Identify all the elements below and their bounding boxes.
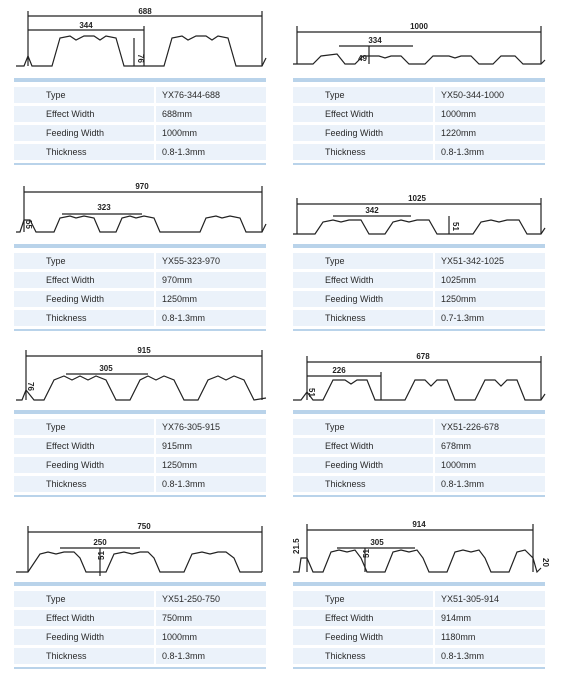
spec-row-type (14, 591, 266, 607)
value-type: YX51-305-914 (433, 591, 545, 607)
spec-row-type (293, 253, 545, 269)
dim-height: 51 (307, 388, 316, 397)
bottom-rule (14, 163, 266, 165)
profile-card-yx51-226-678 (293, 342, 545, 497)
value-feeding-width: 1250mm (433, 291, 545, 307)
profile-drawing (14, 514, 266, 580)
label-thickness: Thickness (293, 648, 433, 664)
value-type: YX51-226-678 (433, 419, 545, 435)
spec-row-feeding-width (14, 125, 266, 141)
value-thickness: 0.8-1.3mm (154, 310, 266, 326)
dim-height: 76 (26, 382, 35, 391)
value-type: YX51-342-1025 (433, 253, 545, 269)
bottom-rule (14, 495, 266, 497)
divider-band (14, 410, 266, 414)
profile-card-yx50-344-1000 (293, 6, 545, 165)
spec-row-effect-width (293, 106, 545, 122)
label-type: Type (293, 591, 433, 607)
bottom-rule (293, 495, 545, 497)
spec-table (14, 588, 266, 667)
label-thickness: Thickness (14, 476, 154, 492)
dim-width: 750 (137, 522, 151, 531)
label-type: Type (293, 87, 433, 103)
spec-table (293, 416, 545, 495)
dim-pitch: 323 (97, 203, 111, 212)
label-type: Type (14, 591, 154, 607)
value-feeding-width: 1250mm (154, 457, 266, 473)
spec-table (293, 250, 545, 329)
spec-row-type (293, 591, 545, 607)
label-effect-width: Effect Width (293, 438, 433, 454)
value-type: YX55-323-970 (154, 253, 266, 269)
dim-height: 51 (97, 551, 106, 560)
dim-width: 1000 (410, 22, 428, 31)
spec-row-feeding-width (293, 291, 545, 307)
spec-row-thickness (293, 648, 545, 664)
label-thickness: Thickness (14, 310, 154, 326)
label-feeding-width: Feeding Width (293, 291, 433, 307)
dim-pitch: 344 (79, 21, 93, 30)
value-thickness: 0.8-1.3mm (154, 476, 266, 492)
value-effect-width: 970mm (154, 272, 266, 288)
profile-drawing (14, 342, 266, 408)
dim-height: 55 (24, 220, 33, 229)
label-thickness: Thickness (293, 144, 433, 160)
label-feeding-width: Feeding Width (14, 629, 154, 645)
value-effect-width: 678mm (433, 438, 545, 454)
label-feeding-width: Feeding Width (14, 457, 154, 473)
spec-row-effect-width (14, 610, 266, 626)
profile-drawing (293, 176, 545, 242)
label-effect-width: Effect Width (293, 106, 433, 122)
spec-row-effect-width (14, 106, 266, 122)
spec-row-feeding-width (293, 457, 545, 473)
spec-table (293, 588, 545, 667)
dim-pitch: 226 (332, 366, 346, 375)
profile-card-yx55-323-970 (14, 176, 266, 331)
dim-height: 51 (451, 222, 460, 231)
spec-row-feeding-width (14, 629, 266, 645)
dim-pitch: 334 (368, 36, 382, 45)
label-type: Type (293, 419, 433, 435)
value-feeding-width: 1220mm (433, 125, 545, 141)
spec-row-thickness (293, 476, 545, 492)
profile-drawing (293, 342, 545, 408)
profile-drawing (14, 176, 266, 242)
bottom-rule (293, 163, 545, 165)
bottom-rule (293, 667, 545, 669)
spec-row-type (14, 253, 266, 269)
value-effect-width: 914mm (433, 610, 545, 626)
bottom-rule (14, 329, 266, 331)
label-thickness: Thickness (14, 648, 154, 664)
dim-pitch: 250 (93, 538, 107, 547)
value-type: YX50-344-1000 (433, 87, 545, 103)
spec-table (14, 250, 266, 329)
divider-band (293, 78, 545, 82)
label-effect-width: Effect Width (293, 610, 433, 626)
dim-lip-height-left: 21.5 (292, 538, 301, 554)
value-type: YX51-250-750 (154, 591, 266, 607)
dim-width: 970 (135, 182, 149, 191)
divider-band (14, 244, 266, 248)
profile-card-yx76-344-688 (14, 6, 266, 165)
dim-pitch: 342 (365, 206, 379, 215)
spec-table (14, 84, 266, 163)
value-thickness: 0.8-1.3mm (433, 648, 545, 664)
profile-drawing (14, 6, 266, 76)
value-thickness: 0.8-1.3mm (154, 144, 266, 160)
value-feeding-width: 1000mm (433, 457, 545, 473)
label-type: Type (14, 253, 154, 269)
profile-drawing (293, 6, 545, 76)
divider-band (14, 582, 266, 586)
value-thickness: 0.8-1.3mm (433, 144, 545, 160)
spec-row-type (293, 87, 545, 103)
spec-row-effect-width (14, 438, 266, 454)
value-effect-width: 1000mm (433, 106, 545, 122)
label-feeding-width: Feeding Width (293, 629, 433, 645)
dim-lip-height-right: 20 (541, 558, 550, 567)
value-type: YX76-305-915 (154, 419, 266, 435)
value-thickness: 0.8-1.3mm (154, 648, 266, 664)
label-feeding-width: Feeding Width (293, 457, 433, 473)
dim-width: 915 (137, 346, 151, 355)
bottom-rule (14, 667, 266, 669)
profile-card-yx51-250-750 (14, 514, 266, 669)
spec-row-effect-width (293, 272, 545, 288)
dim-width: 1025 (408, 194, 426, 203)
spec-row-type (293, 419, 545, 435)
label-thickness: Thickness (293, 476, 433, 492)
label-feeding-width: Feeding Width (14, 291, 154, 307)
dim-pitch: 305 (370, 538, 384, 547)
value-effect-width: 688mm (154, 106, 266, 122)
value-feeding-width: 1180mm (433, 629, 545, 645)
divider-band (293, 244, 545, 248)
label-thickness: Thickness (14, 144, 154, 160)
label-type: Type (293, 253, 433, 269)
divider-band (293, 410, 545, 414)
spec-row-feeding-width (293, 125, 545, 141)
profile-card-yx51-342-1025 (293, 176, 545, 331)
dim-width: 678 (416, 352, 430, 361)
label-effect-width: Effect Width (14, 610, 154, 626)
value-effect-width: 750mm (154, 610, 266, 626)
value-feeding-width: 1000mm (154, 125, 266, 141)
divider-band (293, 582, 545, 586)
dim-height: 51 (362, 549, 371, 558)
label-effect-width: Effect Width (14, 438, 154, 454)
profile-drawing (292, 514, 550, 580)
value-thickness: 0.7-1.3mm (433, 310, 545, 326)
spec-row-feeding-width (293, 629, 545, 645)
spec-row-type (14, 419, 266, 435)
spec-row-effect-width (14, 272, 266, 288)
spec-row-thickness (14, 144, 266, 160)
spec-row-thickness (14, 310, 266, 326)
spec-row-feeding-width (14, 457, 266, 473)
label-effect-width: Effect Width (14, 272, 154, 288)
value-effect-width: 915mm (154, 438, 266, 454)
spec-row-thickness (14, 648, 266, 664)
profile-card-yx51-305-914 (292, 514, 550, 669)
label-type: Type (14, 419, 154, 435)
spec-row-thickness (14, 476, 266, 492)
value-type: YX76-344-688 (154, 87, 266, 103)
value-thickness: 0.8-1.3mm (433, 476, 545, 492)
spec-table (14, 416, 266, 495)
label-thickness: Thickness (293, 310, 433, 326)
label-type: Type (14, 87, 154, 103)
label-feeding-width: Feeding Width (293, 125, 433, 141)
dim-height: 76 (136, 54, 145, 63)
label-feeding-width: Feeding Width (14, 125, 154, 141)
spec-row-effect-width (293, 438, 545, 454)
spec-table (293, 84, 545, 163)
spec-row-thickness (293, 310, 545, 326)
label-effect-width: Effect Width (293, 272, 433, 288)
bottom-rule (293, 329, 545, 331)
value-feeding-width: 1250mm (154, 291, 266, 307)
spec-row-type (14, 87, 266, 103)
dim-width: 688 (138, 7, 152, 16)
dim-height: 49 (358, 54, 367, 63)
value-effect-width: 1025mm (433, 272, 545, 288)
label-effect-width: Effect Width (14, 106, 154, 122)
divider-band (14, 78, 266, 82)
spec-row-feeding-width (14, 291, 266, 307)
spec-row-thickness (293, 144, 545, 160)
dim-width: 914 (412, 520, 426, 529)
value-feeding-width: 1000mm (154, 629, 266, 645)
profile-card-yx76-305-915 (14, 342, 266, 497)
dim-pitch: 305 (99, 364, 113, 373)
spec-row-effect-width (293, 610, 545, 626)
